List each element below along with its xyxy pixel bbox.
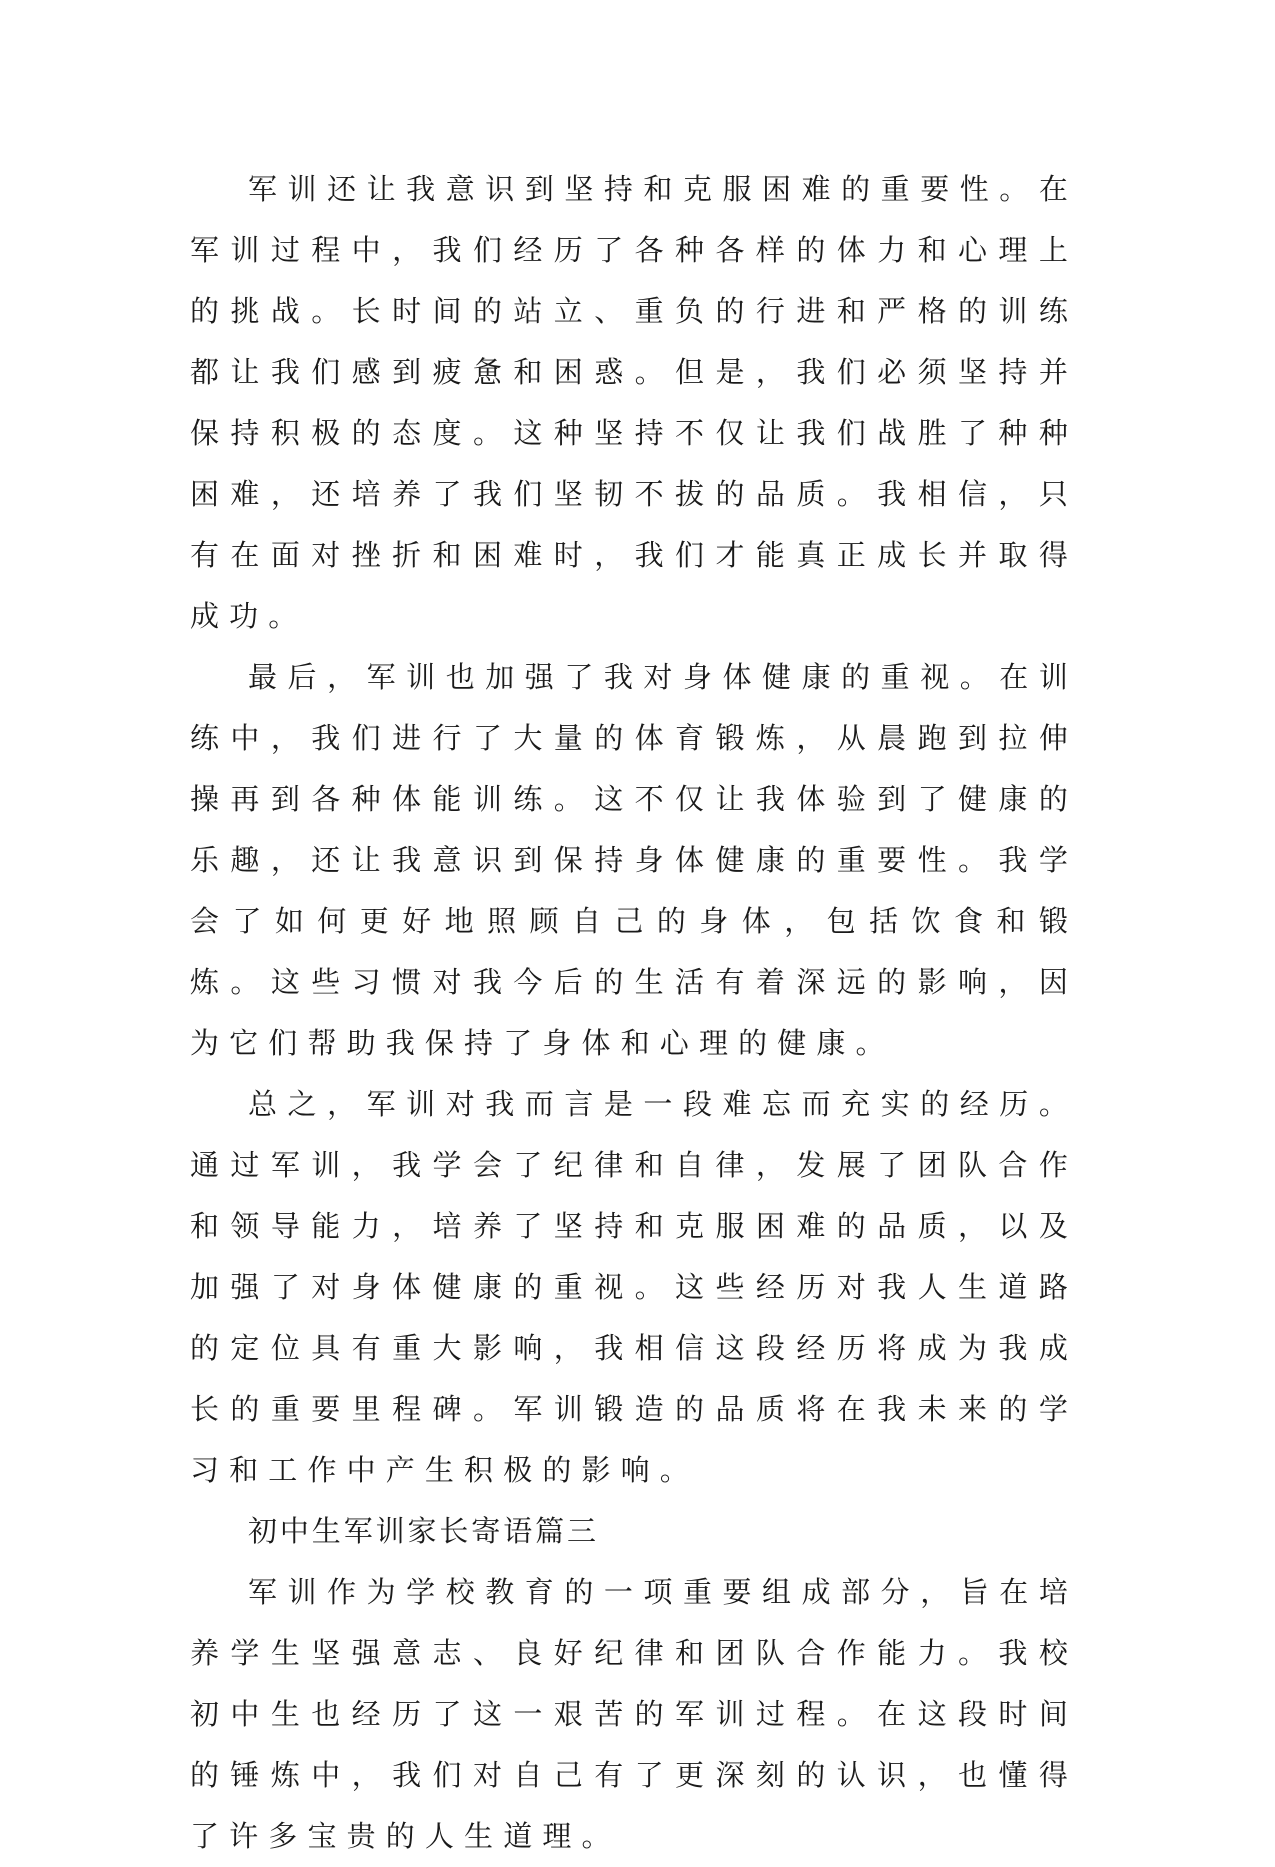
section-heading: 初中生军训家长寄语篇三 bbox=[248, 1514, 599, 1548]
paragraph-summary: 总之，军训对我而言是一段难忘而充实的经历。通过军训，我学会了纪律和自律，发展了团队合作和领导能力，培养了坚持和克服困难的品质，以及加强了对身体健康的重视。这些经历对我人生道路的定位具有重大影响，我相信这段经历将成为我成长的重要里程碑。军训锻造的品质将在我未来的学习和工作中产生积极的影响。 bbox=[190, 1087, 1078, 1487]
document-body bbox=[190, 159, 1078, 1867]
paragraph-health: 最后，军训也加强了我对身体健康的重视。在训练中，我们进行了大量的体育锻炼，从晨跑到拉伸操再到各种体能训练。这不仅让我体验到了健康的乐趣，还让我意识到保持身体健康的重要性。我学会了如何更好地照顾自己的身体，包括饮食和锻炼。这些习惯对我今后的生活有着深远的影响，因为它们帮助我保持了身体和心理的健康。 bbox=[190, 660, 1078, 1060]
paragraph-intro: 军训作为学校教育的一项重要组成部分，旨在培养学生坚强意志、良好纪律和团队合作能力。我校初中生也经历了这一艰苦的军训过程。在这段时间的锤炼中，我们对自己有了更深刻的认识，也懂得了许多宝贵的人生道理。 bbox=[190, 1575, 1078, 1853]
paragraph-perseverance: 军训还让我意识到坚持和克服困难的重要性。在军训过程中，我们经历了各种各样的体力和心理上的挑战。长时间的站立、重负的行进和严格的训练都让我们感到疲惫和困惑。但是，我们必须坚持并保持积极的态度。这种坚持不仅让我们战胜了种种困难，还培养了我们坚韧不拔的品质。我相信，只有在面对挫折和困难时，我们才能真正成长并取得成功。 bbox=[190, 172, 1078, 633]
